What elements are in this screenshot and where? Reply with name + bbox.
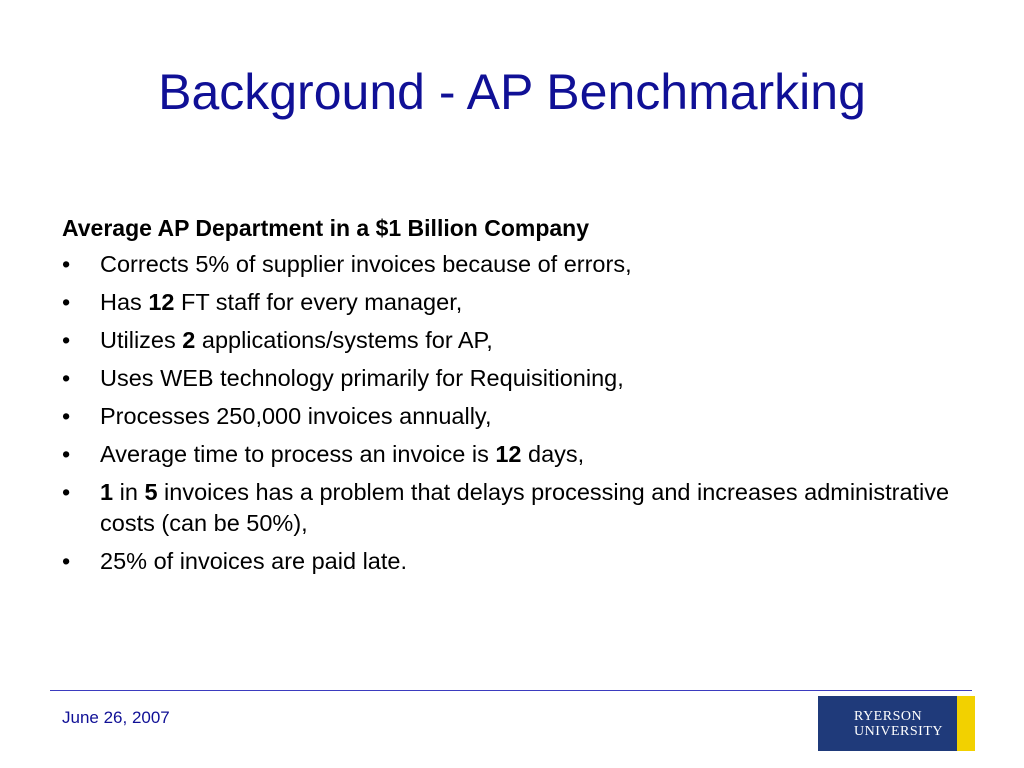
bullet-text-pre: Utilizes: [100, 327, 183, 353]
bullet-item: [62, 249, 962, 280]
bullet-item: [62, 325, 962, 356]
university-logo: [818, 696, 975, 751]
bullet-glyph: •: [62, 441, 71, 467]
bullet-glyph: •: [62, 251, 71, 277]
footer-date: June 26, 2007: [62, 708, 170, 727]
footer-divider: [50, 690, 972, 691]
logo-text: [854, 709, 943, 739]
bullet-text: Uses WEB technology primarily for Requisitioning,: [100, 365, 624, 391]
bullet-item: [62, 477, 962, 539]
slide-content: [62, 210, 962, 584]
logo-line-2: UNIVERSITY: [854, 724, 943, 739]
slide-title: Background - AP Benchmarking: [158, 64, 866, 120]
bullet-text: 25% of invoices are paid late.: [100, 548, 407, 574]
bullet-glyph: •: [62, 479, 71, 505]
bullet-glyph: •: [62, 365, 71, 391]
bullet-text-pre: Average time to process an invoice is: [100, 441, 496, 467]
bullet-glyph: •: [62, 403, 71, 429]
logo-stripe: [957, 696, 975, 751]
bullet-item: [62, 287, 962, 318]
bullet-text-pre: Has: [100, 289, 149, 315]
bullet-text-bold: 2: [182, 327, 196, 353]
bullet-glyph: •: [62, 289, 71, 315]
bullet-text-mid: in: [113, 479, 145, 505]
bullet-text-post: days,: [521, 441, 585, 467]
subheading: Average AP Department in a $1 Billion Company: [62, 215, 590, 241]
bullet-text-bold: 12: [495, 441, 522, 467]
bullet-text-post: invoices has a problem that delays processing and increases administrative costs (can be 50%),: [100, 479, 950, 536]
logo-line-1: RYERSON: [854, 709, 923, 724]
bullet-text-post: FT staff for every manager,: [174, 289, 463, 315]
bullet-text-bold: 1: [100, 479, 114, 505]
bullet-list: [62, 249, 962, 577]
bullet-glyph: •: [62, 548, 71, 574]
bullet-text: Processes 250,000 invoices annually,: [100, 403, 492, 429]
bullet-item: [62, 401, 962, 432]
bullet-text-bold: 12: [148, 289, 175, 315]
bullet-item: [62, 439, 962, 470]
bullet-glyph: •: [62, 327, 71, 353]
bullet-text: Corrects 5% of supplier invoices because of errors,: [100, 251, 632, 277]
bullet-text-post: applications/systems for AP,: [195, 327, 493, 353]
bullet-text-bold: 5: [144, 479, 158, 505]
bullet-item: [62, 546, 962, 577]
bullet-item: [62, 363, 962, 394]
